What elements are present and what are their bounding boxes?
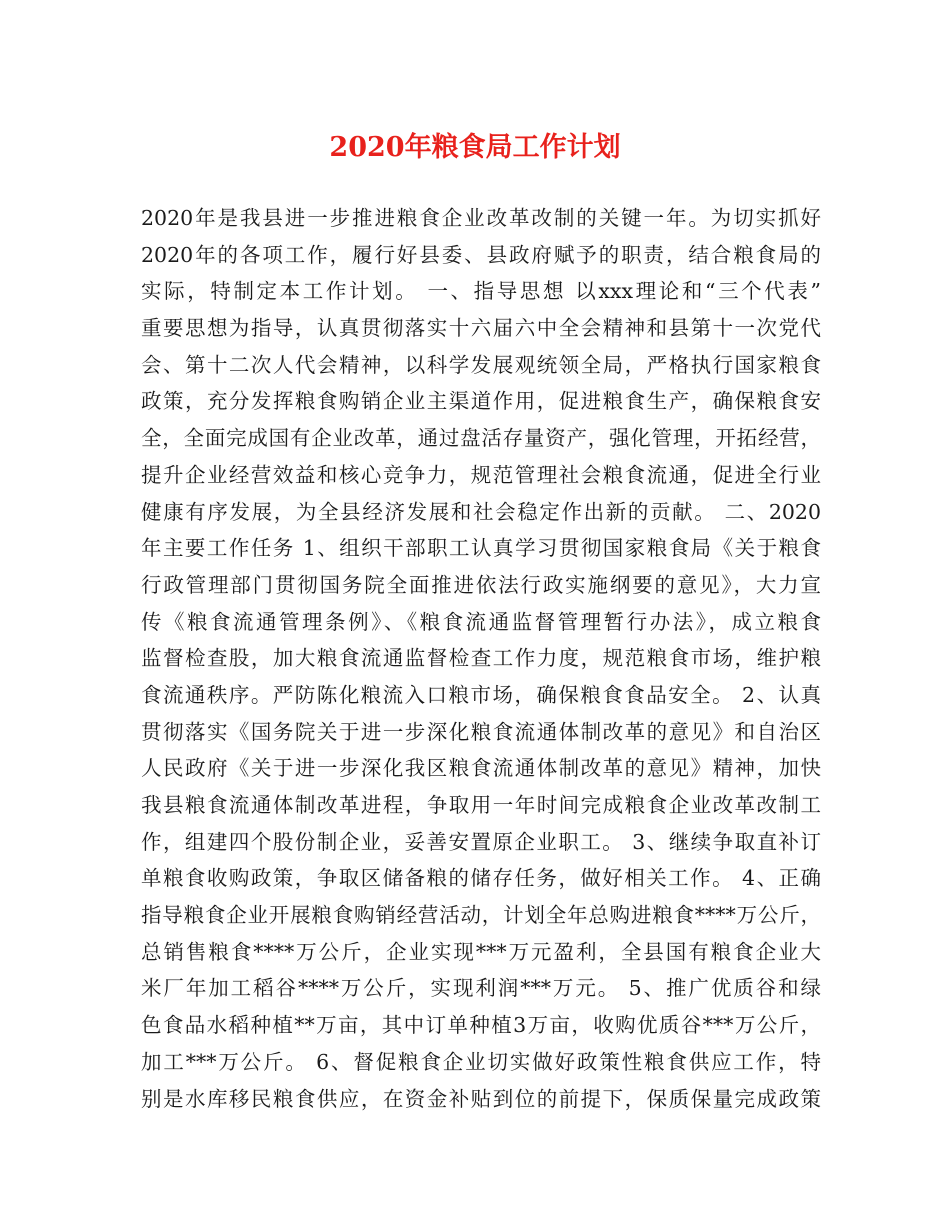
body-line: 监督检查股，加大粮食流通监督检查工作力度，规范粮食市场，维护粮: [141, 646, 821, 671]
body-line: 别是水库移民粮食供应，在资金补贴到位的前提下，保质保量完成政策: [141, 1086, 821, 1111]
body-line: 色食品水稻种植**万亩，其中订单种植3万亩，收购优质谷***万公斤，: [141, 1013, 821, 1038]
body-line: 加工***万公斤。 6、督促粮食企业切实做好政策性粮食供应工作，特: [141, 1049, 821, 1074]
body-line: 单粮食收购政策，争取区储备粮的储存任务，做好相关工作。 4、正确: [141, 866, 821, 891]
document-body: [141, 200, 821, 1117]
body-line: 总销售粮食****万公斤，企业实现***万元盈利，全县国有粮食企业大: [141, 939, 821, 964]
body-line: 实际，特制定本工作计划。 一、指导思想 以xxx理论和“三个代表”: [141, 279, 821, 304]
body-line: 指导粮食企业开展粮食购销经营活动，计划全年总购进粮食****万公斤，: [141, 903, 821, 928]
body-line: 人民政府《关于进一步深化我区粮食流通体制改革的意见》精神，加快: [141, 756, 821, 781]
body-line: 健康有序发展，为全县经济发展和社会稳定作出新的贡献。 二、2020: [141, 499, 821, 524]
body-line: 政策，充分发挥粮食购销企业主渠道作用，促进粮食生产，确保粮食安: [141, 389, 821, 414]
body-line: 重要思想为指导，认真贯彻落实十六届六中全会精神和县第十一次党代: [141, 316, 821, 341]
body-line: 全，全面完成国有企业改革，通过盘活存量资产，强化管理，开拓经营，: [141, 426, 821, 451]
body-line: 行政管理部门贯彻国务院全面推进依法行政实施纲要的意见》，大力宣: [141, 572, 821, 597]
document-title: 2020年粮食局工作计划: [329, 132, 621, 163]
body-line: 2020年是我县进一步推进粮食企业改革改制的关键一年。为切实抓好: [141, 206, 821, 230]
body-line: 提升企业经营效益和核心竞争力，规范管理社会粮食流通，促进全行业: [141, 462, 821, 487]
body-line: 我县粮食流通体制改革进程，争取用一年时间完成粮食企业改革改制工: [141, 793, 821, 817]
body-line: 米厂年加工稻谷****万公斤，实现利润***万元。 5、推广优质谷和绿: [141, 976, 821, 1001]
body-line: 年主要工作任务 1、组织干部职工认真学习贯彻国家粮食局《关于粮食: [141, 536, 821, 561]
body-line: 食流通秩序。严防陈化粮流入口粮市场，确保粮食食品安全。 2、认真: [141, 682, 821, 707]
body-line: 传《粮食流通管理条例》、《粮食流通监督管理暂行办法》，成立粮食: [141, 609, 821, 634]
body-line: 会、第十二次人代会精神，以科学发展观统领全局，严格执行国家粮食: [141, 352, 821, 377]
body-line: 2020年的各项工作，履行好县委、县政府赋予的职责，结合粮食局的: [141, 242, 821, 267]
body-line: 贯彻落实《国务院关于进一步深化粮食流通体制改革的意见》和自治区: [141, 719, 821, 744]
body-line: 作，组建四个股份制企业，妥善安置原企业职工。 3、继续争取直补订: [141, 829, 821, 854]
